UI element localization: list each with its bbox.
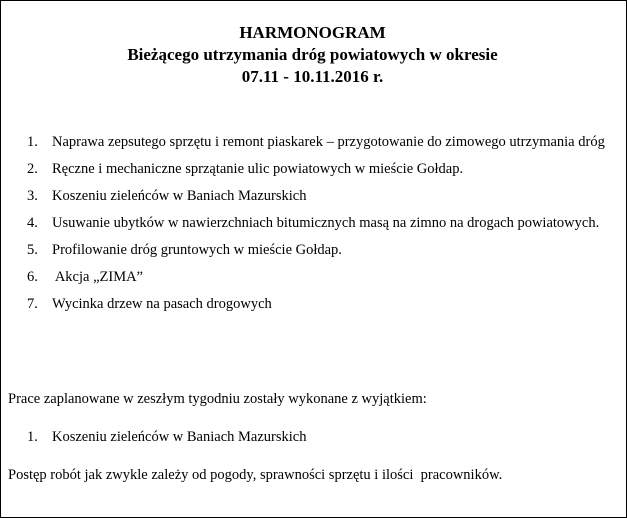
list-item [0,183,625,210]
list-item-number: 1. [27,429,38,445]
list-item-number: 7. [27,296,38,312]
planned-works-section [0,129,625,318]
list-item [0,264,625,291]
list-item [0,424,625,451]
list-item [0,210,625,237]
list-item-number: 4. [27,215,38,231]
list-item [0,129,625,156]
list-item-text: Ręczne i mechaniczne sprzątanie ulic powiatowych w mieście Gołdap. [52,161,464,177]
planned-works-list [0,129,625,318]
list-item-text: Naprawa zepsutego sprzętu i remont piaskarek – przygotowanie do zimowego utrzymania dróg [52,134,605,150]
list-item-number: 6. [27,269,38,285]
footer-note: Postęp robót jak zwykle zależy od pogody, sprawności sprzętu i ilości pracowników. [8,467,503,483]
list-item [0,237,625,264]
list-item-number: 1. [27,134,38,150]
document-header [0,22,625,88]
list-item [0,291,625,318]
list-item-text: Profilowanie dróg gruntowych w mieście Gołdap. [52,242,342,258]
document-period: 07.11 - 10.11.2016 r. [241,67,384,86]
list-item [0,156,625,183]
list-item-text: Koszeniu zieleńców w Baniach Mazurskich [52,188,307,204]
list-item-number: 3. [27,188,38,204]
list-item-text: Usuwanie ubytków w nawierzchniach bitumicznych masą na zimno na drogach powiatowych. [52,215,600,231]
exceptions-intro: Prace zaplanowane w zeszłym tygodniu zostały wykonane z wyjątkiem: [8,391,427,407]
list-item-text: Wycinka drzew na pasach drogowych [52,296,272,312]
document-subtitle: Bieżącego utrzymania dróg powiatowych w okresie [127,45,498,64]
exceptions-section [0,424,625,451]
list-item-number: 2. [27,161,38,177]
exceptions-list [0,424,625,451]
list-item-text: Akcja „ZIMA” [52,269,143,285]
list-item-text: Koszeniu zieleńców w Baniach Mazurskich [52,429,307,445]
list-item-number: 5. [27,242,38,258]
document-title: HARMONOGRAM [239,23,386,42]
